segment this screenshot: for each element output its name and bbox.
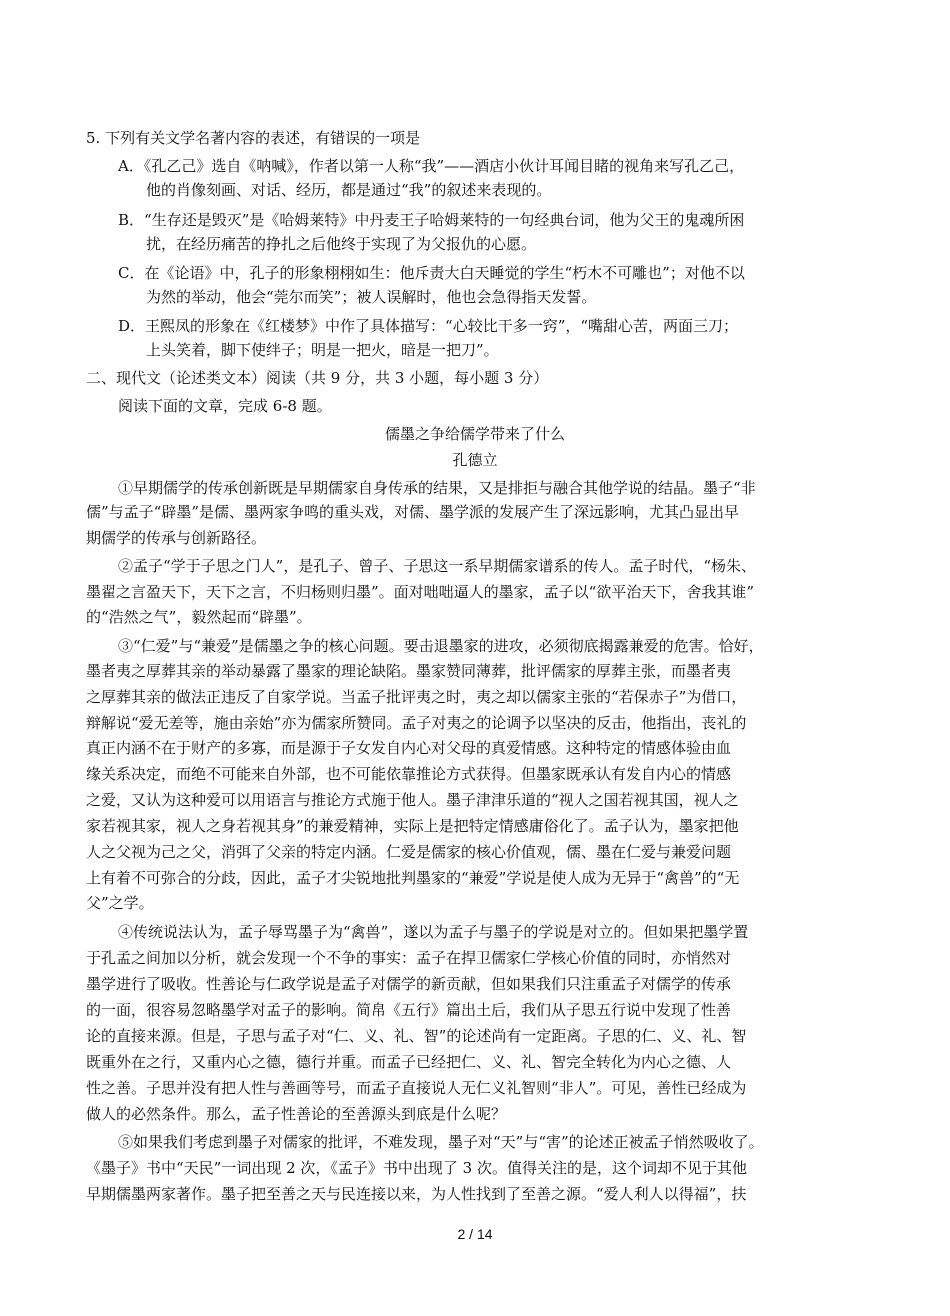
article-line: 于孔孟之间加以分析，就会发现一个不争的事实：孟子在捍卫儒家仁学核心价值的同时，亦悄然对 xyxy=(86,949,732,967)
article-line: 墨者夷之厚葬其亲的举动暴露了墨家的理论缺陷。墨家赞同薄葬，批评儒家的厚葬主张，而墨者夷 xyxy=(86,662,732,680)
article-line: ①早期儒学的传承创新既是早期儒家自身传承的结果，又是排拒与融合其他学说的结晶。墨子“非 xyxy=(118,479,756,497)
article-line: 《墨子》书中“天民”一词出现 2 次，《孟子》书中出现了 3 次。值得关注的是，这个词却不见于其他 xyxy=(86,1159,748,1177)
article-line: ③“仁爱”与“兼爱”是儒墨之争的核心问题。要击退墨家的进攻，必须彻底揭露兼爱的危害。恰好， xyxy=(118,637,764,655)
article-line: 期儒学的传承与创新路径。 xyxy=(86,529,267,547)
article-line: 的“浩然之气”，毅然起而“辟墨”。 xyxy=(86,608,312,626)
article-line: 之厚葬其亲的做法正违反了自家学说。当孟子批评夷之时，夷之却以儒家主张的“若保赤子”为借口， xyxy=(86,688,747,706)
article-line: 父”之学。 xyxy=(86,894,154,912)
option-b-line-2: 扰，在经历痛苦的挣扎之后他终于实现了为父报仇的心愿。 xyxy=(146,235,537,253)
article-line: 墨翟之言盈天下，天下之言，不归杨则归墨”。面对咄咄逼人的墨家，孟子以“欲平治天下，舍我其谁” xyxy=(86,583,755,601)
article-line: ⑤如果我们考虑到墨子对儒家的批评，不难发现，墨子对“天”与“害”的论述正被孟子悄然吸收了。 xyxy=(118,1133,764,1151)
article-line: 论的直接来源。但是，子思与孟子对“仁、义、礼、智”的论述尚有一定距离。子思的仁、义、礼、智 xyxy=(86,1027,747,1045)
option-a-line-2: 他的肖像刻画、对话、经历，都是通过“我”的叙述来表现的。 xyxy=(146,181,552,199)
article-line: 家若视其家，视人之身若视其身”的兼爱精神，实际上是把特定情感庸俗化了。孟子认为，墨家把他 xyxy=(86,817,739,835)
page-number: 2 / 14 xyxy=(457,1226,493,1242)
article-line: 缘关系决定，而绝不可能来自外部，也不可能依靠推论方式获得。但墨家既承认有发自内心的情感 xyxy=(86,765,732,783)
article-line: 既重外在之行，又重内心之德，德行并重。而孟子已经把仁、义、礼、智完全转化为内心之德、人 xyxy=(86,1053,732,1071)
section-heading: 二、现代文（论述类文本）阅读（共 9 分，共 3 小题，每小题 3 分） xyxy=(86,369,549,387)
article-line: 墨学进行了吸收。性善论与仁政学说是孟子对儒学的新贡献，但如果我们只注重孟子对儒学的传承 xyxy=(86,975,732,993)
option-c-line-2: 为然的举动，他会“莞尔而笑”；被人误解时，他也会急得指天发誓。 xyxy=(146,288,597,306)
article-line: 人之父视为己之父，消弭了父亲的特定内涵。仁爱是儒家的核心价值观，儒、墨在仁爱与兼爱问题 xyxy=(86,843,732,861)
article-line: 早期儒墨两家著作。墨子把至善之天与民连接以来，为人性找到了至善之源。“爱人利人以得福”，扶 xyxy=(86,1185,747,1203)
reading-instruction: 阅读下面的文章，完成 6-8 题。 xyxy=(118,397,332,415)
article-line: 的一面，很容易忽略墨学对孟子的影响。简帛《五行》篇出土后，我们从子思五行说中发现了性善 xyxy=(86,1001,732,1019)
article-line: 儒”与孟子“辟墨”是儒、墨两家争鸣的重头戏，对儒、墨学派的发展产生了深远影响，尤其凸显出早 xyxy=(86,503,740,521)
article-line: 性之善。子思并没有把人性与善画等号，而孟子直接说人无仁义礼智则“非人”。可见，善性已经成为 xyxy=(86,1079,747,1097)
option-b-line-1: B．“生存还是毁灭”是《哈姆莱特》中丹麦王子哈姆莱特的一句经典台词，他为父王的鬼魂所困 xyxy=(118,211,745,229)
option-c-line-1: C．在《论语》中，孔子的形象栩栩如生：他斥责大白天睡觉的学生“朽木不可雕也”；对他不以 xyxy=(118,264,745,282)
article-author: 孔德立 xyxy=(452,451,498,469)
option-d-line-1: D．王熙凤的形象在《红楼梦》中作了具体描写：“心较比干多一窍”，“嘴甜心苦，两面三刀； xyxy=(118,317,739,335)
article-line: ④传统说法认为，孟子辱骂墨子为“禽兽”，遂以为孟子与墨子的学说是对立的。但如果把墨学置 xyxy=(118,923,749,941)
article-line: 上有着不可弥合的分歧，因此，孟子才尖锐地批判墨家的“兼爱”学说是使人成为无异于“禽兽”的“无 xyxy=(86,869,740,887)
article-line: 真正内涵不在于财产的多寡，而是源于子女发自内心对父母的真爱情感。这种特定的情感体验由血 xyxy=(86,739,732,757)
article-title: 儒墨之争给儒学带来了什么 xyxy=(384,425,565,443)
article-line: ②孟子“学于子思之门人”，是孔子、曾子、子思这一系早期儒家谱系的传人。孟子时代，“杨朱、 xyxy=(118,557,757,575)
article-line: 做人的必然条件。那么，孟子性善论的至善源头到底是什么呢？ xyxy=(86,1105,507,1123)
option-d-line-2: 上头笑着，脚下使绊子；明是一把火，暗是一把刀”。 xyxy=(146,341,499,359)
question-5-stem: 5. 下列有关文学名著内容的表述，有错误的一项是 xyxy=(86,129,421,147)
article-line: 辩解说“爱无差等，施由亲始”亦为儒家所赞同。孟子对夷之的论调予以坚决的反击，他指出，丧礼的 xyxy=(86,714,747,732)
article-line: 之爱，又认为这种爱可以用语言与推论方式施于他人。墨子津津乐道的“视人之国若视其国，视人之 xyxy=(86,791,739,809)
option-a-line-1: A．《孔乙己》选自《呐喊》，作者以第一人称“我”——酒店小伙计耳闻目睹的视角来写孔乙己， xyxy=(118,157,745,175)
